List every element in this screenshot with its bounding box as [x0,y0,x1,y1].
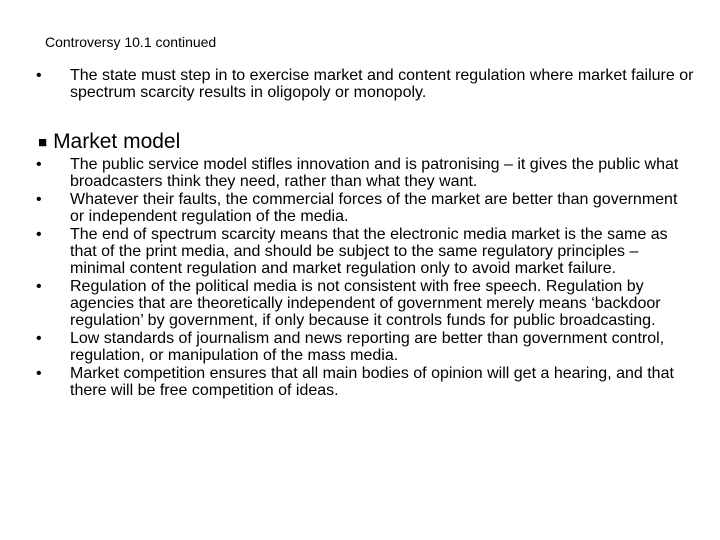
list-item-text: Whatever their faults, the commercial forces of the market are better than government or independent regulation of the media. [70,191,678,225]
bullet-icon: • [36,278,42,295]
list-item [36,365,696,399]
list-item [36,156,696,190]
bullet-icon: • [36,191,42,208]
section-heading [38,130,180,156]
list-item-text: The end of spectrum scarcity means that the electronic media market is the same as that of the print media, and should be subject to the same regulatory principles – minimal content regulation and market regulation only to avoid market failure. [70,226,668,277]
bullet-icon: • [36,67,42,84]
bullet-icon: • [36,330,42,347]
section-title: Market model [53,130,181,153]
list-item [36,226,696,277]
list-item-text: The public service model stifles innovation and is patronising – it gives the public what broadcasters think they need, rather than what they want. [70,156,679,190]
bullet-icon: • [36,226,42,243]
bullet-icon: • [36,365,42,382]
list-item-text: Market competition ensures that all main bodies of opinion will get a hearing, and that there will be free competition of ideas. [70,365,674,399]
list-item-text: Low standards of journalism and news reporting are better than government control, regulation, or manipulation of the mass media. [70,330,665,364]
bullet-list [36,156,696,400]
slide-header: Controversy 10.1 continued [45,34,217,50]
square-bullet-icon: ■ [38,134,48,151]
list-item-text: Regulation of the political media is not consistent with free speech. Regulation by agencies that are theoretically independent of government merely means ‘backdoor regulation’ by government, if only because it controls funds for public broadcasting. [70,278,661,329]
list-item [36,278,696,329]
intro-text: The state must step in to exercise market and content regulation where market failure or spectrum scarcity results in oligopoly or monopoly. [70,67,694,101]
list-item [36,330,696,364]
list-item [36,191,696,225]
intro-bullet-item [36,67,720,101]
bullet-icon: • [36,156,42,173]
